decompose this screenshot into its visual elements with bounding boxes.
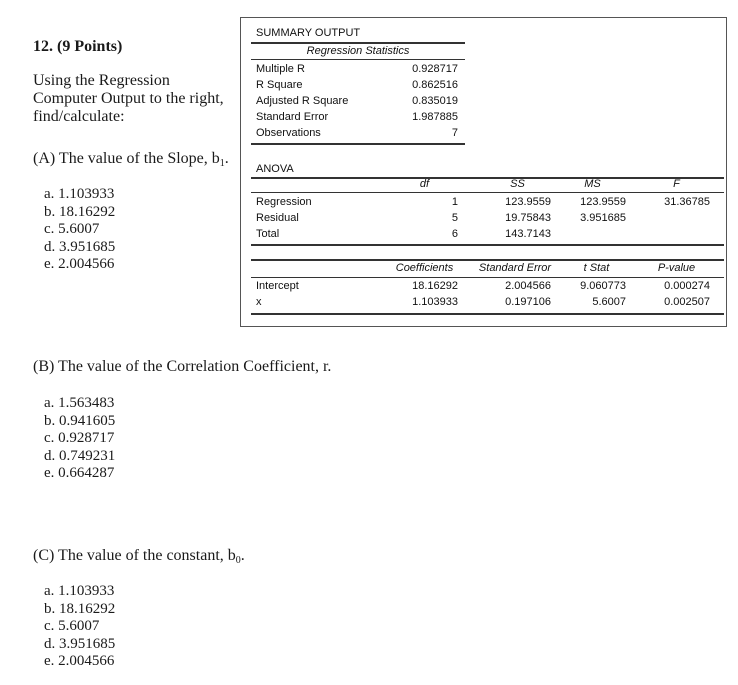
coef-cell: 0.000274: [664, 280, 710, 292]
coef-cell: 0.002507: [664, 296, 710, 308]
part-b-prompt-text: (B) The value of the Correlation Coefficient, r.: [33, 358, 332, 375]
coef-cell: 5.6007: [592, 296, 626, 308]
divider: [251, 244, 724, 246]
part-c-prompt-end: .: [240, 547, 245, 564]
pvalue-header: P-value: [657, 262, 696, 274]
part-c-option-e[interactable]: e. 2.004566: [44, 653, 115, 669]
part-a-options: [44, 186, 115, 274]
anova-cell: 19.75843: [505, 212, 551, 224]
question-intro: [33, 72, 224, 126]
part-b-option-e[interactable]: e. 0.664287: [44, 465, 115, 481]
anova-row-label: Regression: [256, 196, 312, 208]
part-a-option-e[interactable]: e. 2.004566: [44, 256, 115, 272]
anova-cell: 6: [451, 228, 458, 240]
tstat-header: t Stat: [583, 262, 610, 274]
anova-row-label: Residual: [256, 212, 299, 224]
coef-cell: 2.004566: [505, 280, 551, 292]
divider: [251, 259, 724, 261]
stat-value: 0.862516: [412, 79, 458, 91]
anova-header-df: df: [419, 178, 430, 190]
part-c-prompt: [33, 547, 245, 565]
summary-output-title: SUMMARY OUTPUT: [256, 27, 361, 39]
stat-value: 0.835019: [412, 95, 458, 107]
anova-cell: 31.36785: [664, 196, 710, 208]
part-a-prompt-end: .: [224, 150, 229, 167]
coef-header: Coefficients: [395, 262, 454, 274]
intro-line-2: Computer Output to the right,: [33, 90, 224, 107]
part-a-prompt: [33, 150, 229, 168]
part-a-option-b[interactable]: b. 18.16292: [44, 203, 116, 220]
part-a-subscript: 1: [219, 158, 225, 169]
regression-output-box: [240, 17, 727, 327]
part-a-option-a[interactable]: a. 1.103933: [44, 186, 115, 202]
anova-title: ANOVA: [256, 163, 294, 175]
se-header: Standard Error: [478, 262, 552, 274]
stat-label: Observations: [256, 127, 321, 139]
stat-label: Adjusted R Square: [256, 95, 349, 107]
anova-header-ms: MS: [584, 178, 601, 190]
coef-cell: 9.060773: [580, 280, 626, 292]
stat-value: 1.987885: [412, 111, 458, 123]
part-c-option-b[interactable]: b. 18.16292: [44, 600, 116, 617]
divider: [251, 42, 465, 44]
divider: [251, 277, 724, 278]
part-c-options: [44, 583, 115, 671]
divider: [251, 313, 724, 315]
stat-label: Standard Error: [256, 111, 329, 123]
intro-line-3: find/calculate:: [33, 108, 125, 125]
stat-value: 0.928717: [412, 63, 458, 75]
regression-statistics-header: Regression Statistics: [306, 45, 410, 57]
stat-label: Multiple R: [256, 63, 305, 75]
divider: [251, 59, 465, 60]
part-a-prompt-text: (A) The value of the Slope, b: [33, 150, 220, 167]
anova-cell: 123.9559: [580, 196, 626, 208]
coef-row-label: Intercept: [256, 280, 299, 292]
part-b-options: [44, 395, 115, 483]
divider: [251, 192, 724, 193]
coef-cell: 18.16292: [412, 280, 458, 292]
coef-cell: 0.197106: [505, 296, 551, 308]
anova-header-f: F: [673, 178, 680, 190]
anova-header-ss: SS: [510, 178, 525, 190]
part-c-prompt-text: (C) The value of the constant, b: [33, 547, 236, 564]
anova-cell: 1: [451, 196, 458, 208]
part-b-option-b[interactable]: b. 0.941605: [44, 412, 116, 429]
anova-row-label: Total: [256, 228, 280, 240]
part-c-option-a[interactable]: a. 1.103933: [44, 583, 115, 599]
part-a-option-c[interactable]: c. 5.6007: [44, 221, 100, 237]
part-c-subscript: 0: [235, 555, 241, 566]
part-a-option-d[interactable]: d. 3.951685: [44, 238, 116, 255]
question-title: 12. (9 Points): [33, 38, 123, 55]
part-c-option-c[interactable]: c. 5.6007: [44, 618, 100, 634]
anova-cell: 123.9559: [505, 196, 551, 208]
stat-label: R Square: [256, 79, 303, 91]
stat-value: 7: [451, 127, 458, 139]
coef-row-label: x: [256, 296, 262, 308]
part-b-option-d[interactable]: d. 0.749231: [44, 447, 116, 464]
anova-cell: 5: [451, 212, 458, 224]
divider: [251, 143, 465, 145]
coef-cell: 1.103933: [412, 296, 458, 308]
intro-line-1: Using the Regression: [33, 72, 170, 89]
part-c-option-d[interactable]: d. 3.951685: [44, 635, 116, 652]
anova-cell: 3.951685: [580, 212, 626, 224]
part-b-prompt: [33, 358, 331, 376]
part-b-option-c[interactable]: c. 0.928717: [44, 430, 115, 446]
anova-cell: 143.7143: [505, 228, 551, 240]
part-b-option-a[interactable]: a. 1.563483: [44, 395, 115, 411]
